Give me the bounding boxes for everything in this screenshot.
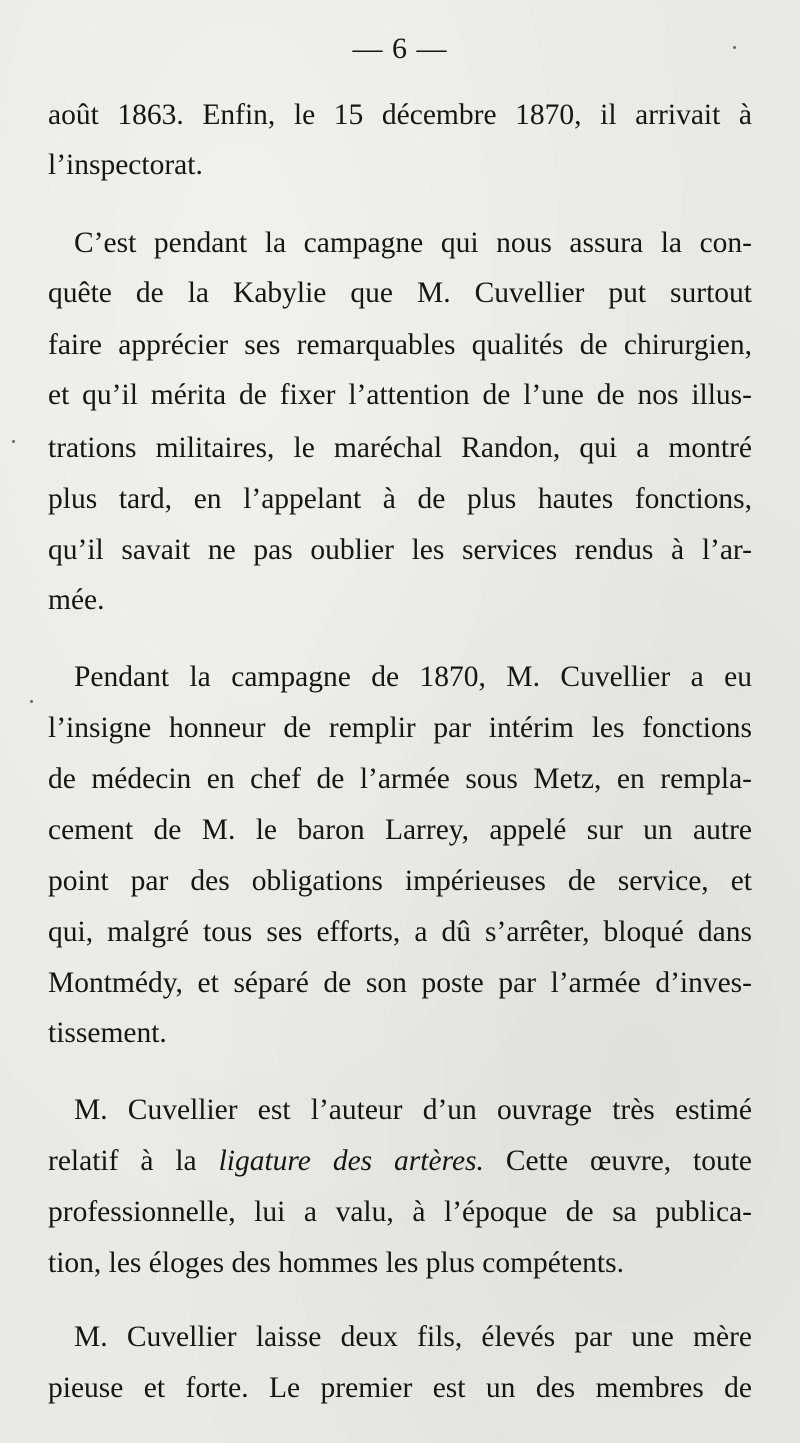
paper-speck bbox=[733, 46, 736, 49]
text-line: tissement. bbox=[48, 1017, 167, 1049]
text-line: M. Cuvellier laisse deux fils, élevés par une mère bbox=[74, 1321, 752, 1353]
paper-speck bbox=[12, 440, 15, 443]
text-line: C’est pendant la campagne qui nous assura la con- bbox=[74, 227, 752, 259]
page-number: — 6 — bbox=[352, 32, 448, 65]
paper-speck bbox=[30, 700, 33, 703]
text-segment: relatif à la bbox=[48, 1145, 197, 1177]
text-line: cement de M. le baron Larrey, appelé sur un autre bbox=[48, 814, 752, 846]
text-line: août 1863. Enfin, le 15 décembre 1870, il arrivait à bbox=[48, 99, 752, 131]
text-line: l’inspectorat. bbox=[48, 149, 203, 181]
text-line: faire apprécier ses remarquables qualités de chirurgien, bbox=[48, 329, 752, 361]
text-line: professionnelle, lui a valu, à l’époque de sa publica- bbox=[48, 1196, 752, 1228]
work-title: ligature des artères. bbox=[218, 1145, 484, 1177]
text-line: l’insigne honneur de remplir par intérim les fonctions bbox=[48, 712, 752, 744]
text-line: Montmédy, et séparé de son poste par l’armée d’inves- bbox=[48, 967, 752, 999]
text-segment: Cette œuvre, toute bbox=[505, 1145, 753, 1177]
text-line: tion, les éloges des hommes les plus compétents. bbox=[48, 1247, 624, 1279]
text-line: Pendant la campagne de 1870, M. Cuvellier a eu bbox=[74, 661, 752, 693]
text-line-mixed bbox=[48, 1136, 752, 1186]
text-line: trations militaires, le maréchal Randon, qui a montré bbox=[48, 432, 752, 464]
text-line: qui, malgré tous ses efforts, a dû s’arrêter, bloqué dans bbox=[48, 916, 752, 948]
text-line: M. Cuvellier est l’auteur d’un ouvrage très estimé bbox=[74, 1094, 752, 1126]
text-line: de médecin en chef de l’armée sous Metz, en rempla- bbox=[48, 763, 752, 795]
text-line: pieuse et forte. Le premier est un des membres de bbox=[48, 1372, 752, 1404]
text-line: mée. bbox=[48, 584, 105, 616]
text-line: et qu’il mérita de fixer l’attention de l’une de nos illus- bbox=[48, 379, 752, 411]
text-line: qu’il savait ne pas oublier les services rendus à l’ar- bbox=[48, 534, 752, 566]
text-line: point par des obligations impérieuses de service, et bbox=[48, 865, 752, 897]
text-line: plus tard, en l’appelant à de plus hautes fonctions, bbox=[48, 483, 752, 515]
text-line: quête de la Kabylie que M. Cuvellier put surtout bbox=[48, 277, 752, 309]
